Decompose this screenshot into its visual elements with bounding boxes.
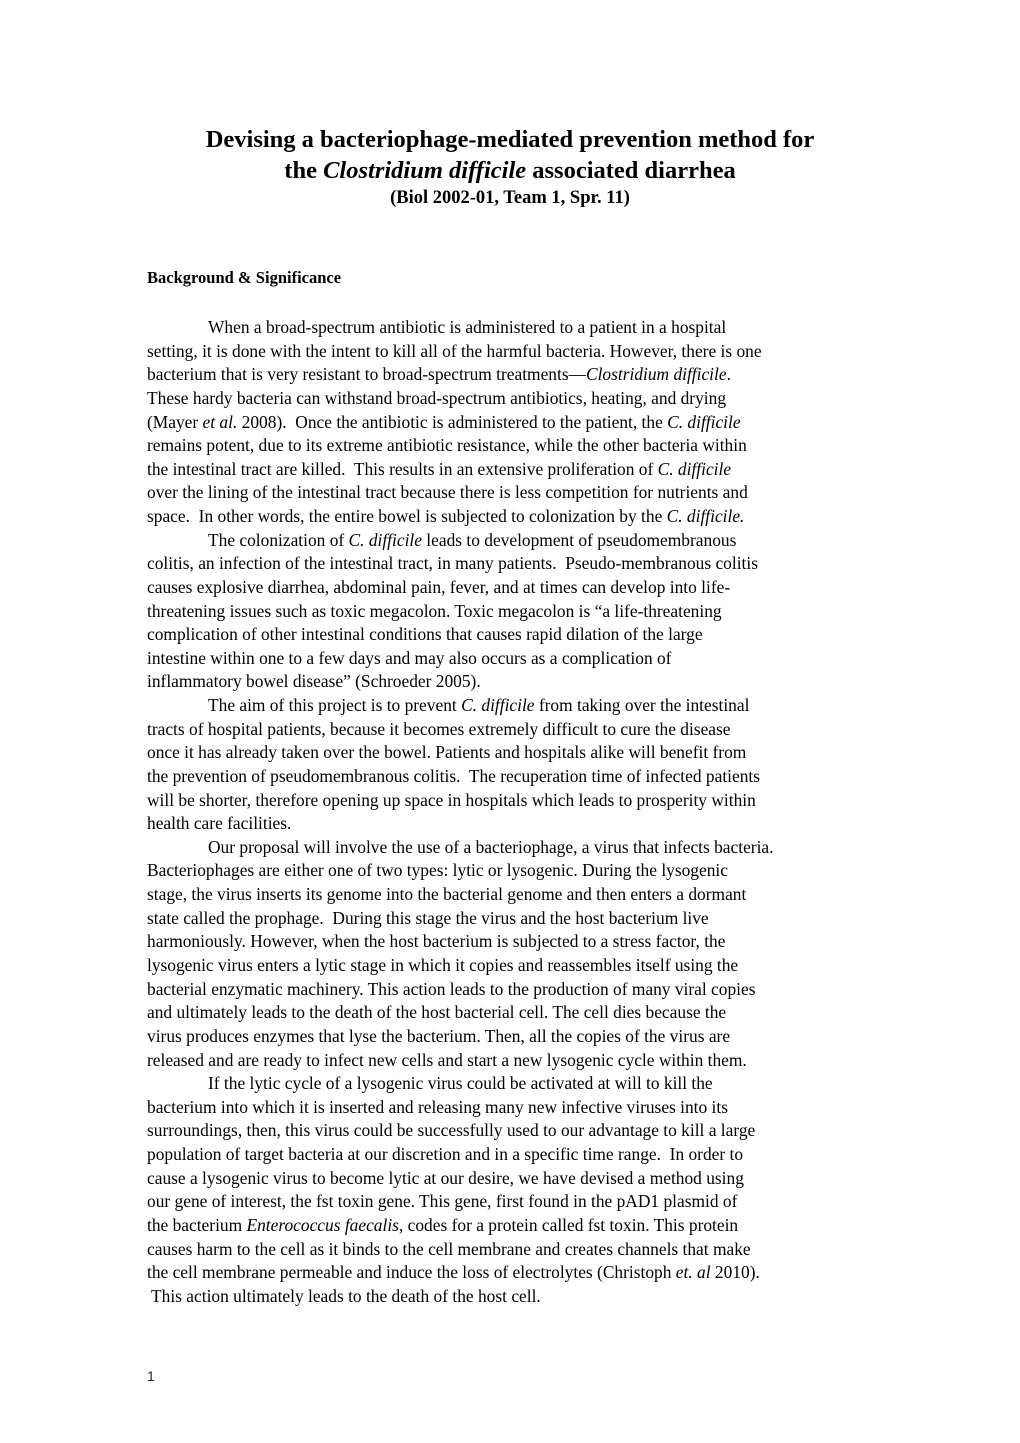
text-run: the bacterium [147, 1214, 247, 1235]
text-run: complication of other intestinal conditions that causes rapid dilation of the large [147, 624, 703, 645]
text-run: and ultimately leads to the death of the host bacterial cell. The cell dies because the [147, 1002, 727, 1023]
text-run: This action ultimately leads to the death of the host cell. [147, 1285, 541, 1306]
body-line [147, 1238, 751, 1260]
italic-text: et al. [202, 411, 238, 432]
text-run: , codes for a protein called fst toxin. This protein [398, 1214, 739, 1235]
body-line [147, 505, 744, 527]
text-run: from taking over the intestinal [534, 695, 750, 716]
body-line [147, 647, 671, 669]
text-run: state called the prophage. During this stage the virus and the host bacterium live [147, 907, 709, 928]
italic-text: C. difficile. [666, 506, 745, 527]
body-line [147, 670, 481, 692]
body-line [147, 1001, 726, 1023]
text-run: causes harm to the cell as it binds to the cell membrane and creates channels that make [147, 1238, 751, 1259]
body-line [147, 1049, 747, 1071]
text-run: the [284, 157, 324, 184]
text-run: These hardy bacteria can withstand broad-spectrum antibiotics, heating, and drying [147, 387, 727, 408]
body-line [147, 1119, 755, 1141]
text-run: bacterium into which it is inserted and releasing many new infective viruses into its [147, 1096, 728, 1117]
body-line [147, 1096, 728, 1118]
text-run: the intestinal tract are killed. This results in an extensive proliferation of [147, 458, 658, 479]
document-subtitle: (Biol 2002-01, Team 1, Spr. 11) [390, 188, 630, 208]
text-run: harmoniously. However, when the host bacterium is subjected to a stress factor, the [147, 931, 726, 952]
body-line [147, 954, 738, 976]
text-run: stage, the virus inserts its genome into the bacterial genome and then enters a dormant [147, 884, 747, 905]
body-line [147, 434, 747, 456]
body-line [147, 907, 709, 929]
text-run: If the lytic cycle of a lysogenic virus could be activated at will to kill the [208, 1073, 713, 1094]
text-run: bacterial enzymatic machinery. This action leads to the production of many viral copies [147, 978, 756, 999]
body-line [147, 1025, 730, 1047]
text-run: our gene of interest, the fst toxin gene. This gene, first found in the pAD1 plasmid of [147, 1191, 738, 1212]
text-run: inflammatory bowel disease” (Schroeder 2005). [147, 671, 481, 692]
body-line [208, 694, 749, 716]
text-run: causes explosive diarrhea, abdominal pain, fever, and at times can develop into life- [147, 576, 731, 597]
body-line [147, 859, 728, 881]
body-line [147, 741, 746, 763]
text-run: Bacteriophages are either one of two types: lytic or lysogenic. During the lysogenic [147, 860, 728, 881]
document-title-line-1: Devising a bacteriophage-mediated prevention method for [205, 126, 815, 153]
text-run: tracts of hospital patients, because it becomes extremely difficult to cure the disease [147, 718, 731, 739]
text-run: colitis, an infection of the intestinal tract, in many patients. Pseudo-membranous colitis [147, 553, 758, 574]
body-line [147, 458, 731, 480]
text-run: bacterium that is very resistant to broad-spectrum treatments— [147, 364, 586, 385]
body-line [147, 789, 756, 811]
body-line [208, 836, 773, 858]
text-run: When a broad-spectrum antibiotic is administered to a patient in a hospital [208, 317, 727, 337]
body-line [147, 718, 731, 740]
body-line [147, 411, 741, 433]
body-line [147, 1167, 744, 1189]
text-run: threatening issues such as toxic megacolon. Toxic megacolon is “a life-threatening [147, 600, 722, 621]
body-line [147, 576, 730, 598]
text-run: leads to development of pseudomembranous [421, 529, 737, 550]
italic-text: Clostridium difficile [323, 157, 527, 184]
text-run: released and are ready to infect new cells and start a new lysogenic cycle within them. [147, 1049, 747, 1070]
body-line [147, 812, 291, 834]
document-title-line-2 [0, 156, 1020, 186]
italic-text: C. difficile [667, 411, 741, 432]
italic-text: C. difficile [657, 458, 732, 479]
text-run: remains potent, due to its extreme antibiotic resistance, while the other bacteria within [147, 435, 747, 456]
text-run: the cell membrane permeable and induce the loss of electrolytes (Christoph [147, 1262, 676, 1283]
section-heading: Background & Significance [147, 268, 342, 287]
body-line [147, 623, 703, 645]
text-run: health care facilities. [147, 813, 292, 834]
body-line [208, 316, 726, 338]
text-run: associated diarrhea [526, 157, 736, 184]
text-run: setting, it is done with the intent to kill all of the harmful bacteria. However, there is one [147, 340, 762, 361]
body-line [147, 481, 748, 503]
body-line [147, 552, 758, 574]
body-line [208, 529, 736, 551]
body-line [147, 1261, 760, 1283]
text-run: lysogenic virus enters a lytic stage in which it copies and reassembles itself using the [147, 955, 739, 975]
body-line [147, 930, 725, 952]
text-run: will be shorter, therefore opening up space in hospitals which leads to prosperity within [147, 789, 756, 810]
text-run: the prevention of pseudomembranous colitis. The recuperation time of infected patients [147, 765, 760, 786]
body-line [147, 340, 762, 362]
body-line [147, 600, 722, 622]
body-line [147, 363, 731, 385]
body-line [147, 883, 746, 905]
body-line [147, 978, 755, 1000]
text-run: intestine within one to a few days and may also occurs as a complication of [147, 647, 672, 668]
text-run: The colonization of [208, 529, 349, 550]
body-line [208, 1072, 713, 1094]
text-run: 2010). [710, 1262, 760, 1283]
page-number: 1 [147, 1368, 155, 1384]
text-run: surroundings, then, this virus could be successfully used to our advantage to kill a large [147, 1120, 756, 1141]
text-run: Our proposal will involve the use of a bacteriophage, a virus that infects bacteria. [208, 836, 774, 857]
text-run: . [726, 364, 731, 385]
body-line [147, 765, 760, 787]
text-run: (Mayer [147, 411, 203, 432]
text-run: cause a lysogenic virus to become lytic at our desire, we have devised a method using [147, 1167, 744, 1188]
body-line [147, 387, 726, 409]
italic-text: C. difficile [348, 529, 422, 550]
body-line [147, 1285, 541, 1307]
text-run: The aim of this project is to prevent [208, 695, 462, 716]
italic-text: Enterococcus faecalis [246, 1214, 399, 1235]
italic-text: Clostridium difficile [585, 364, 727, 385]
italic-text: et. al [675, 1262, 711, 1283]
text-run: 2008). Once the antibiotic is administered to the patient, the [237, 411, 668, 432]
body-line [147, 1214, 738, 1236]
text-run: population of target bacteria at our discretion and in a specific time range. In order to [147, 1144, 744, 1165]
body-line [147, 1190, 737, 1212]
text-run: once it has already taken over the bowel. Patients and hospitals alike will benefit from [147, 742, 747, 763]
text-run: virus produces enzymes that lyse the bacterium. Then, all the copies of the virus are [147, 1025, 731, 1046]
body-line [147, 1143, 743, 1165]
italic-text: C. difficile [461, 695, 535, 716]
text-run: space. In other words, the entire bowel is subjected to colonization by the [147, 506, 667, 527]
text-run: over the lining of the intestinal tract because there is less competition for nutrients and [147, 482, 748, 503]
